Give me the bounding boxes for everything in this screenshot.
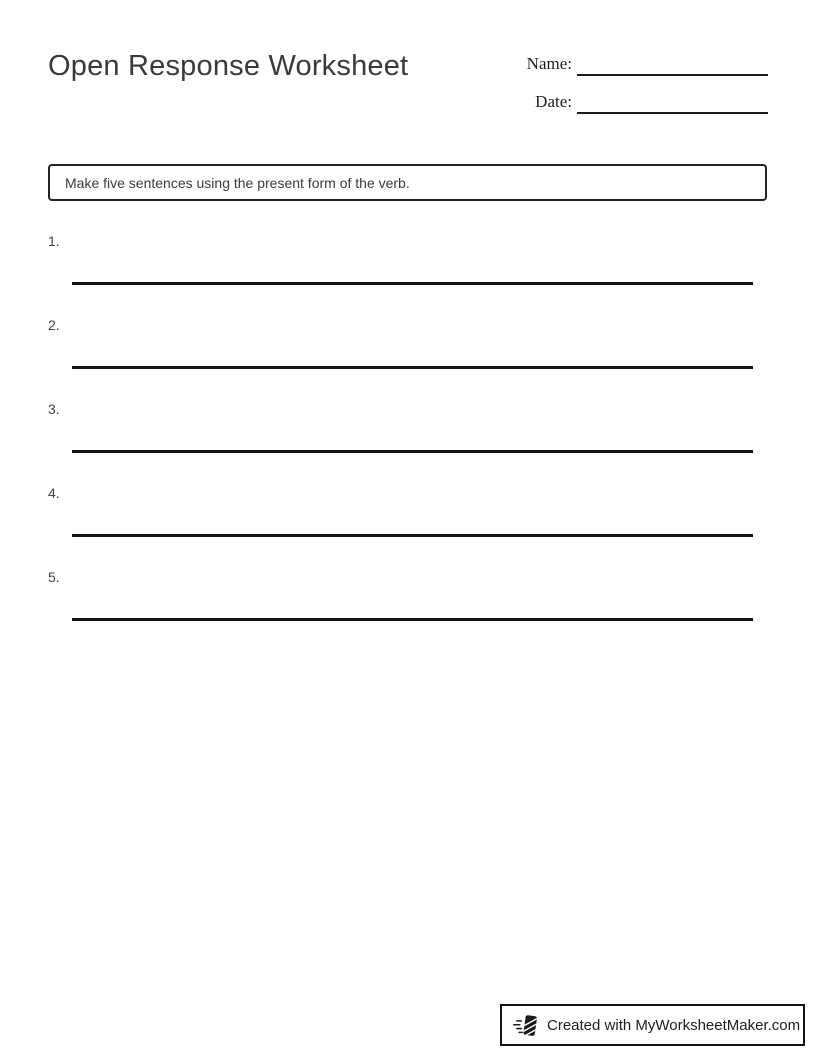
date-blank-line bbox=[577, 112, 768, 114]
page-title: Open Response Worksheet bbox=[48, 50, 409, 82]
item-number-2: 2. bbox=[48, 317, 60, 333]
item-number-1: 1. bbox=[48, 233, 60, 249]
item-number-4: 4. bbox=[48, 485, 60, 501]
answer-line-5 bbox=[72, 618, 753, 621]
item-number-3: 3. bbox=[48, 401, 60, 417]
answer-line-1 bbox=[72, 282, 753, 285]
answer-line-4 bbox=[72, 534, 753, 537]
name-label: Name: bbox=[526, 54, 572, 73]
instruction-text: Make five sentences using the present form of the verb. bbox=[65, 174, 410, 191]
instruction-box bbox=[48, 164, 767, 201]
name-blank-line bbox=[577, 74, 768, 76]
item-number-5: 5. bbox=[48, 569, 60, 585]
flying-worksheet-icon bbox=[513, 1013, 539, 1038]
date-label: Date: bbox=[535, 92, 572, 111]
answer-line-3 bbox=[72, 450, 753, 453]
credit-badge[interactable] bbox=[500, 1004, 805, 1046]
answer-line-2 bbox=[72, 366, 753, 369]
credit-text: Created with MyWorksheetMaker.com bbox=[547, 1016, 801, 1034]
